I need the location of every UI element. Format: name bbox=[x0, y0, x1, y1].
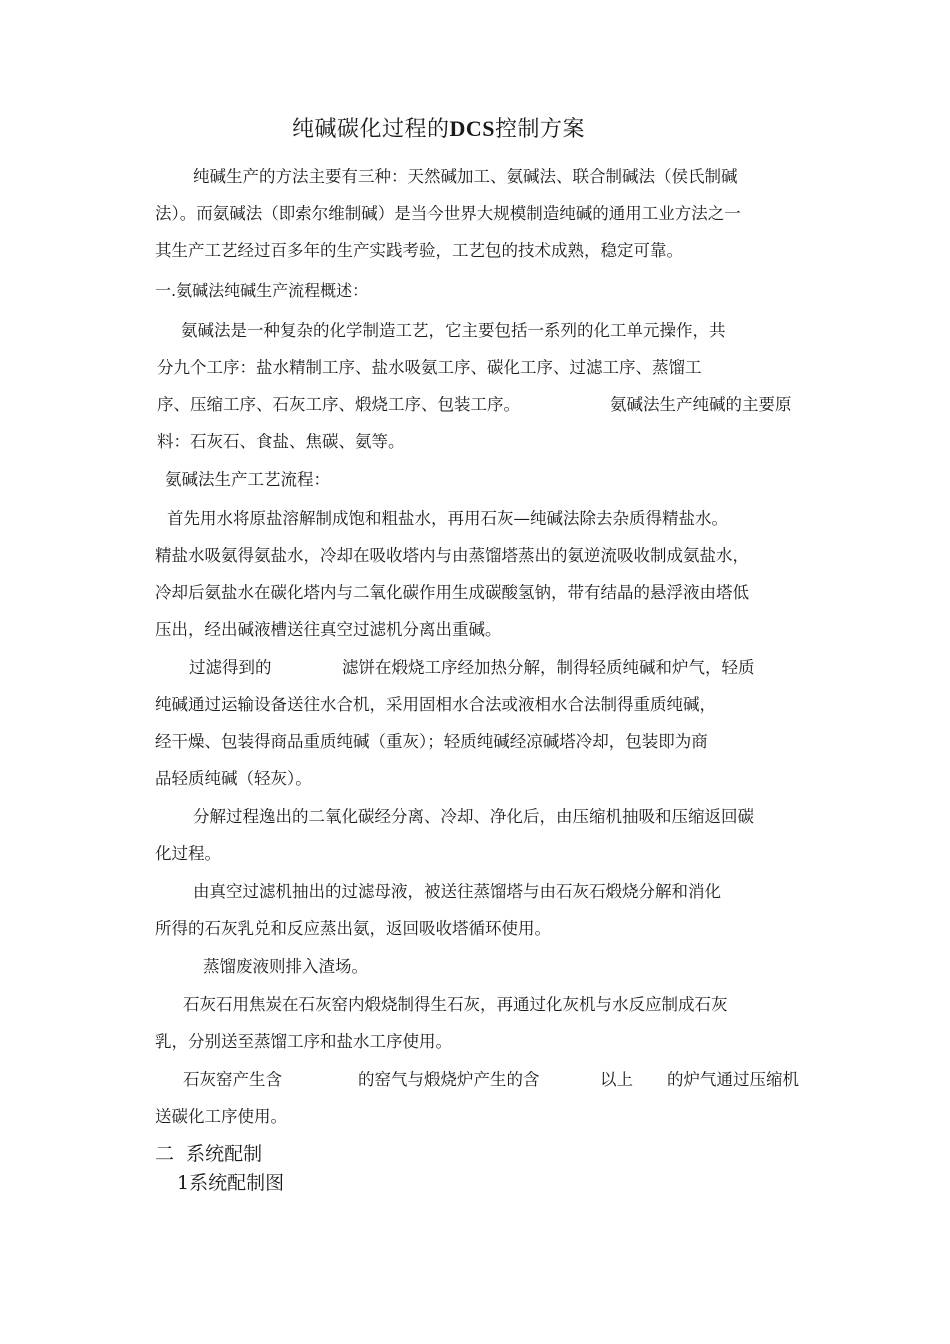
flow-p7-line-2: 送碳化工序使用。 bbox=[155, 1107, 287, 1126]
overview-line-4: 料：石灰石、食盐、焦碳、氨等。 bbox=[157, 432, 405, 451]
flow-p6-line-1: 石灰石用焦炭在石灰窑内煅烧制得生石灰，再通过化灰机与水反应制成石灰 bbox=[183, 995, 728, 1014]
flow-p2-line-1a: 过滤得到的 bbox=[189, 658, 272, 677]
flow-p4-line-2: 所得的石灰乳兑和反应蒸出氨，返回吸收塔循环使用。 bbox=[155, 919, 551, 938]
flow-p2-line-1b: 滤饼在煅烧工序经加热分解，制得轻质纯碱和炉气，轻质 bbox=[342, 658, 755, 677]
flow-p5: 蒸馏废液则排入渣场。 bbox=[203, 957, 368, 976]
flow-p1-line-3: 冷却后氨盐水在碳化塔内与二氧化碳作用生成碳酸氢钠，带有结晶的悬浮液由塔低 bbox=[155, 583, 749, 602]
intro-line-3: 其生产工艺经过百多年的生产实践考验，工艺包的技术成熟，稳定可靠。 bbox=[155, 241, 683, 260]
flow-heading: 氨碱法生产工艺流程： bbox=[165, 470, 330, 489]
intro-line-2: 法）。而氨碱法（即索尔维制碱）是当今世界大规模制造纯碱的通用工业方法之一 bbox=[155, 204, 741, 223]
flow-p2-line-4: 品轻质纯碱（轻灰）。 bbox=[155, 769, 312, 788]
flow-p4-line-1: 由真空过滤机抽出的过滤母液，被送往蒸馏塔与由石灰石煅烧分解和消化 bbox=[193, 882, 721, 901]
flow-p7-line-1d: 的炉气通过压缩机 bbox=[667, 1070, 799, 1089]
overview-line-3b: 氨碱法生产纯碱的主要原 bbox=[610, 395, 792, 414]
flow-p1-line-4: 压出，经出碱液槽送往真空过滤机分离出重碱。 bbox=[155, 620, 502, 639]
flow-p3-line-1: 分解过程逸出的二氧化碳经分离、冷却、净化后，由压缩机抽吸和压缩返回碳 bbox=[193, 807, 754, 826]
overview-line-1: 氨碱法是一种复杂的化学制造工艺，它主要包括一系列的化工单元操作，共 bbox=[181, 321, 726, 340]
flow-p6-line-2: 乳，分别送至蒸馏工序和盐水工序使用。 bbox=[155, 1032, 452, 1051]
overview-line-3a: 序、压缩工序、石灰工序、煅烧工序、包装工序。 bbox=[157, 395, 520, 414]
section-2-subheading: 1系统配制图 bbox=[177, 1172, 285, 1194]
page-title: 纯碱碳化过程的DCS控制方案 bbox=[292, 116, 586, 142]
flow-p7-line-1c: 以上 bbox=[600, 1070, 633, 1089]
section-2-heading: 二 系统配制 bbox=[155, 1143, 263, 1165]
flow-p3-line-2: 化过程。 bbox=[155, 844, 221, 863]
flow-p1-line-2: 精盐水吸氨得氨盐水，冷却在吸收塔内与由蒸馏塔蒸出的氨逆流吸收制成氨盐水， bbox=[155, 546, 749, 565]
overview-line-2: 分九个工序：盐水精制工序、盐水吸氨工序、碳化工序、过滤工序、蒸馏工 bbox=[157, 358, 702, 377]
flow-p7-line-1b: 的窑气与煅烧炉产生的含 bbox=[358, 1070, 540, 1089]
intro-line-1: 纯碱生产的方法主要有三种：天然碱加工、氨碱法、联合制碱法（侯氏制碱 bbox=[193, 167, 738, 186]
section-1-heading: 一.氨碱法纯碱生产流程概述： bbox=[155, 281, 369, 300]
flow-p1-line-1: 首先用水将原盐溶解制成饱和粗盐水，再用石灰—纯碱法除去杂质得精盐水。 bbox=[167, 509, 728, 528]
flow-p2-line-3: 经干燥、包装得商品重质纯碱（重灰）；轻质纯碱经凉碱塔冷却，包装即为商 bbox=[155, 732, 708, 751]
flow-p7-line-1a: 石灰窑产生含 bbox=[183, 1070, 282, 1089]
flow-p2-line-2: 纯碱通过运输设备送往水合机，采用固相水合法或液相水合法制得重质纯碱， bbox=[155, 695, 716, 714]
